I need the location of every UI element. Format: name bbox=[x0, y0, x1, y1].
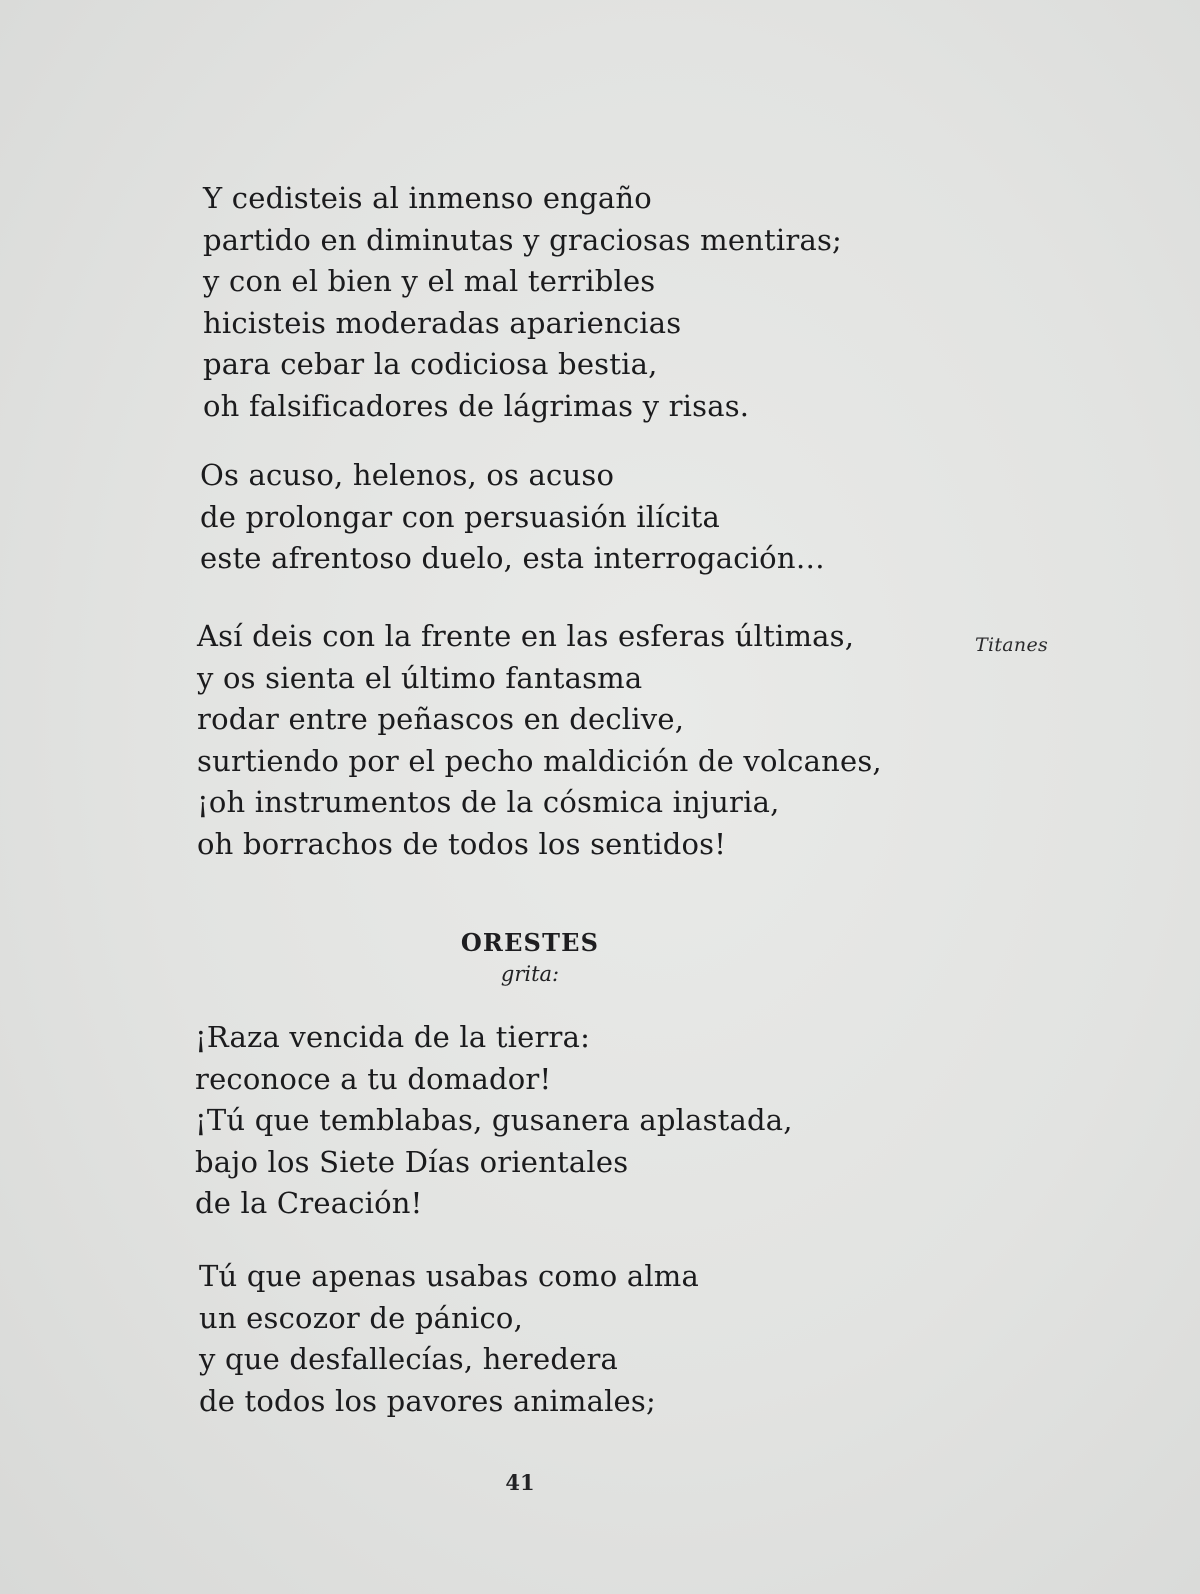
stage-direction: grita: bbox=[500, 962, 560, 986]
verse-line: surtiendo por el pecho maldición de volcanes, bbox=[197, 743, 882, 778]
verse-line: de todos los pavores animales; bbox=[199, 1383, 656, 1418]
verse-line: Os acuso, helenos, os acuso bbox=[200, 458, 615, 492]
verse-line: ¡Raza vencida de la tierra: bbox=[195, 1020, 591, 1054]
verse-line: rodar entre peñascos en declive, bbox=[197, 702, 685, 736]
speaker-name: ORESTES bbox=[460, 928, 600, 957]
stanza-3 bbox=[197, 616, 882, 865]
verse-line: bajo los Siete Días orientales bbox=[195, 1144, 629, 1179]
verse-line: este afrentoso duelo, esta interrogación… bbox=[200, 541, 825, 575]
verse-line: de la Creación! bbox=[195, 1186, 423, 1220]
verse-line: y con el bien y el mal terribles bbox=[203, 264, 656, 298]
verse-line: ¡oh instrumentos de la cósmica injuria, bbox=[197, 785, 780, 819]
verse-line: y os sienta el último fantasma bbox=[197, 660, 643, 695]
page-number: 41 bbox=[505, 1470, 535, 1495]
stanza-1 bbox=[203, 178, 842, 427]
verse-line: Así deis con la frente en las esferas últimas, bbox=[197, 619, 855, 653]
stanza-4 bbox=[195, 1017, 793, 1225]
verse-line: Tú que apenas usabas como alma bbox=[199, 1259, 699, 1293]
verse-line: para cebar la codiciosa bestia, bbox=[203, 347, 658, 381]
verse-line: oh borrachos de todos los sentidos! bbox=[197, 826, 727, 861]
verse-line: reconoce a tu domador! bbox=[195, 1061, 552, 1096]
margin-note: Titanes bbox=[975, 634, 1049, 656]
verse-line: hicisteis moderadas apariencias bbox=[203, 305, 682, 340]
verse-line: oh falsificadores de lágrimas y risas. bbox=[203, 388, 750, 423]
verse-line: Y cedisteis al inmenso engaño bbox=[203, 181, 652, 215]
stanza-5 bbox=[199, 1256, 699, 1422]
stanza-2 bbox=[200, 455, 825, 580]
verse-line: ¡Tú que temblabas, gusanera aplastada, bbox=[195, 1103, 793, 1137]
verse-line: de prolongar con persuasión ilícita bbox=[200, 499, 721, 534]
verse-line: un escozor de pánico, bbox=[199, 1300, 524, 1335]
verse-line: y que desfallecías, heredera bbox=[199, 1342, 619, 1376]
verse-line: partido en diminutas y graciosas mentiras; bbox=[203, 222, 842, 257]
